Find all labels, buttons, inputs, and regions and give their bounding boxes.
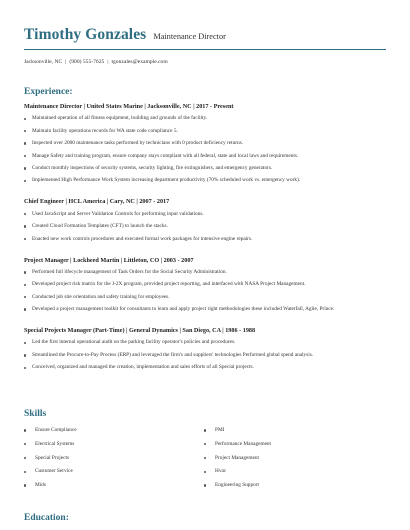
job-bullet: Conduct monthly inspections of security systems, security lighting, fire extinguishers, and emergency generators.	[24, 165, 390, 172]
job-heading: Project Manager | Lockheed Martin | Littleton, CO | 2003 - 2007	[24, 256, 194, 264]
skills-column-right	[204, 427, 384, 496]
job-bullet: Inspected over 2000 maintenance tasks performed by technicians with 0 product deficiency returns.	[24, 140, 390, 147]
job-entry	[24, 327, 390, 371]
job-bullet: Led the first internal operational audit on the parking facility operator's policies and procedures.	[24, 339, 390, 346]
skills-list	[24, 427, 384, 496]
job-heading: Special Projects Manager (Part-Time) | General Dynamics | San Diego, CA | 1986 - 1988	[24, 327, 256, 335]
job-bullet: Conceived, organized and managed the creation, implementation and sales efforts of all Special projects.	[24, 364, 390, 371]
experience-list	[24, 103, 390, 371]
skill-item: Project Management	[204, 455, 384, 469]
job-entry	[24, 257, 390, 314]
contact-phone: (900) 555-7625	[69, 59, 105, 65]
contact-line	[24, 59, 386, 65]
job-bullets	[24, 211, 390, 243]
job-bullet: Implemented High Performance Work System increasing department productivity (70% scheduled work vs. emergency work).	[24, 177, 390, 184]
job-entry	[24, 198, 390, 242]
job-bullets	[24, 115, 390, 184]
experience-heading: Experience:	[24, 87, 73, 97]
job-bullet: Conducted job site orientation and safety training for employees.	[24, 294, 390, 301]
job-bullet: Developed a project management toolkit for consultants to learn and apply project right methodologies these included Waterfall, Agile, Prince.	[24, 306, 390, 313]
skills-column-left	[24, 427, 204, 496]
skill-item: Performance Management	[204, 441, 384, 455]
job-bullets	[24, 339, 390, 371]
job-bullet: Used JavaScript and Server Validation Controls for performing input validations.	[24, 211, 390, 218]
skill-item: Electrical Systems	[24, 441, 204, 455]
skill-item: Ensure Compliance	[24, 427, 204, 441]
education-heading: Education:	[24, 513, 69, 523]
job-bullet: Performed full lifecycle management of Task Orders for the Social Security Administration.	[24, 269, 390, 276]
job-bullet: Developed project risk matrix for the J-2X program, provided project reporting, and interfaced with NASA Project Management.	[24, 281, 390, 288]
header-divider	[24, 49, 386, 50]
resume-header	[24, 26, 386, 65]
candidate-name: Timothy Gonzales	[24, 26, 147, 43]
job-heading: Maintenance Director | United States Marine | Jacksonville, NC | 2017 - Present	[24, 103, 234, 110]
candidate-title: Maintenance Director	[153, 32, 226, 41]
skill-item: Special Projects	[24, 455, 204, 469]
skills-heading: Skills	[24, 409, 47, 419]
job-bullet: Streamlined the Procure-to-Pay Process (ERP) and leveraged the firm's and suppliers' technologies Performed global spend analysis.	[24, 352, 390, 359]
skill-item: Engineering Support	[204, 482, 384, 496]
job-bullet: Maintained operation of all fitness equipment, building and grounds of the facility.	[24, 115, 390, 122]
skill-item: Hvac	[204, 468, 384, 482]
name-row	[24, 26, 386, 44]
skill-item: Customer Service	[24, 468, 204, 482]
skill-item: PMI	[204, 427, 384, 441]
job-entry	[24, 103, 390, 184]
contact-separator: |	[107, 59, 109, 65]
skill-item: Mids	[24, 482, 204, 496]
job-bullet: Created Cloud Formation Templates (CFT) to launch the stacks.	[24, 223, 390, 230]
job-bullet: Enacted new work controls procedures and executed formal work packages for intensive engine repairs.	[24, 236, 390, 243]
job-bullet: Maintain facility operations records for WA state code compliance 5.	[24, 128, 390, 135]
contact-city: Jacksonville, NC	[24, 59, 63, 65]
job-heading: Chief Engineer | HCL America | Cary, NC | 2007 - 2017	[24, 198, 170, 206]
contact-email: tgonzales@example.com	[111, 59, 168, 65]
job-bullets	[24, 269, 390, 313]
job-bullet: Manage Safety and training program, ensure company stays compliant with all federal, state and local laws and requirements.	[24, 153, 390, 160]
contact-separator: |	[65, 59, 67, 65]
